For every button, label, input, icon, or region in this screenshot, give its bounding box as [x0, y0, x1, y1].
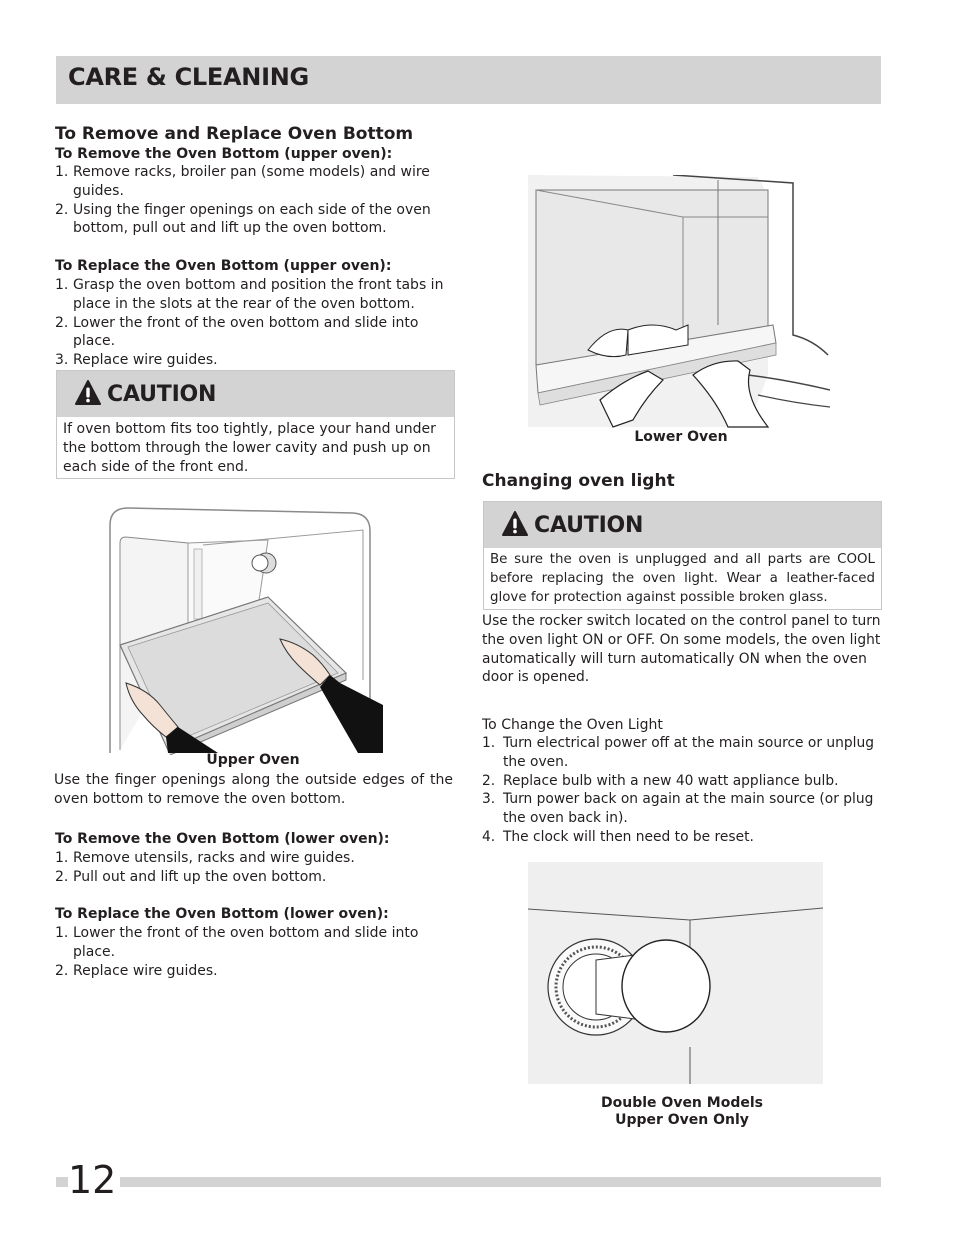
page-number: 12: [68, 1160, 120, 1200]
change-light-heading: To Change the Oven Light: [482, 717, 663, 733]
change-light-steps: [482, 734, 882, 847]
remove-upper-steps: [55, 163, 455, 238]
caution-label: CAUTION: [107, 382, 217, 407]
list-item: 1. Remove utensils, racks and wire guides.: [55, 850, 355, 866]
replace-lower-heading: To Replace the Oven Bottom (lower oven):: [55, 906, 389, 922]
caution-label: CAUTION: [534, 513, 644, 538]
list-item: 2. Using the finger openings on each side of the oven bottom, pull out and lift up the oven bottom.: [55, 201, 431, 237]
oven-light-bulb-illustration: [528, 862, 823, 1084]
lower-oven-illustration: [528, 175, 830, 430]
page-title: CARE & CLEANING: [68, 63, 309, 91]
rocker-switch-text: Use the rocker switch located on the control panel to turn the oven light ON or OFF. On some models, the oven light automatically will turn automatically ON when the oven door is opened.: [482, 613, 881, 686]
list-item: 2. Lower the front of the oven bottom and slide into place.: [55, 314, 419, 350]
footer-bar: [56, 1177, 881, 1187]
list-item: 1. Lower the front of the oven bottom and slide into place.: [55, 925, 419, 960]
caution-header: [484, 502, 881, 548]
remove-lower-heading: To Remove the Oven Bottom (lower oven):: [55, 831, 390, 847]
list-item: 2. Pull out and lift up the oven bottom.: [55, 868, 327, 885]
list-item: 1. Grasp the oven bottom and position the front tabs in place in the slots at the rear of the oven bottom.: [55, 277, 444, 312]
caution-header: [57, 371, 454, 417]
section-title-oven-bottom: To Remove and Replace Oven Bottom: [55, 124, 414, 144]
remove-lower-steps: [55, 849, 455, 887]
bulb-caption: [572, 1095, 792, 1129]
replace-upper-steps: [55, 276, 455, 370]
section-title-oven-light: Changing oven light: [482, 471, 675, 491]
list-item: 1. Remove racks, broiler pan (some models) and wire guides.: [55, 164, 430, 199]
remove-upper-heading: To Remove the Oven Bottom (upper oven):: [55, 146, 393, 162]
list-item: 1. Turn electrical power off at the main source or unplug the oven.: [482, 735, 874, 770]
list-item: 2. Replace wire guides.: [55, 962, 218, 979]
finger-openings-text: Use the finger openings along the outside edges of the oven bottom to remove the oven bottom.: [54, 772, 453, 807]
list-item: 3. Turn power back on again at the main source (or plug the oven back in).: [482, 791, 874, 827]
warning-icon: [75, 380, 101, 406]
upper-oven-caption: Upper Oven: [206, 752, 300, 768]
bulb-caption-line1: Double Oven Models: [601, 1095, 763, 1111]
list-item: 2. Replace bulb with a new 40 watt appliance bulb.: [482, 772, 839, 789]
caution-text: Be sure the oven is unplugged and all parts are COOL before replacing the oven light. Wear a leather-faced glove for protection against possible broken glass.: [490, 552, 875, 605]
warning-icon: [502, 511, 528, 537]
caution-box-oven-light: [483, 501, 882, 610]
list-item: 4. The clock will then need to be reset.: [482, 828, 754, 845]
replace-lower-steps: [55, 924, 435, 980]
bulb-caption-line2: Upper Oven Only: [615, 1112, 749, 1128]
replace-upper-heading: To Replace the Oven Bottom (upper oven):: [55, 258, 392, 274]
list-item: 3. Replace wire guides.: [55, 352, 218, 369]
caution-text: If oven bottom fits too tightly, place your hand under the bottom through the lower cavity and push up on each side of the front end.: [63, 421, 436, 475]
caution-box-oven-bottom: [56, 370, 455, 479]
upper-oven-illustration: [108, 505, 386, 755]
lower-oven-caption: Lower Oven: [634, 429, 728, 445]
